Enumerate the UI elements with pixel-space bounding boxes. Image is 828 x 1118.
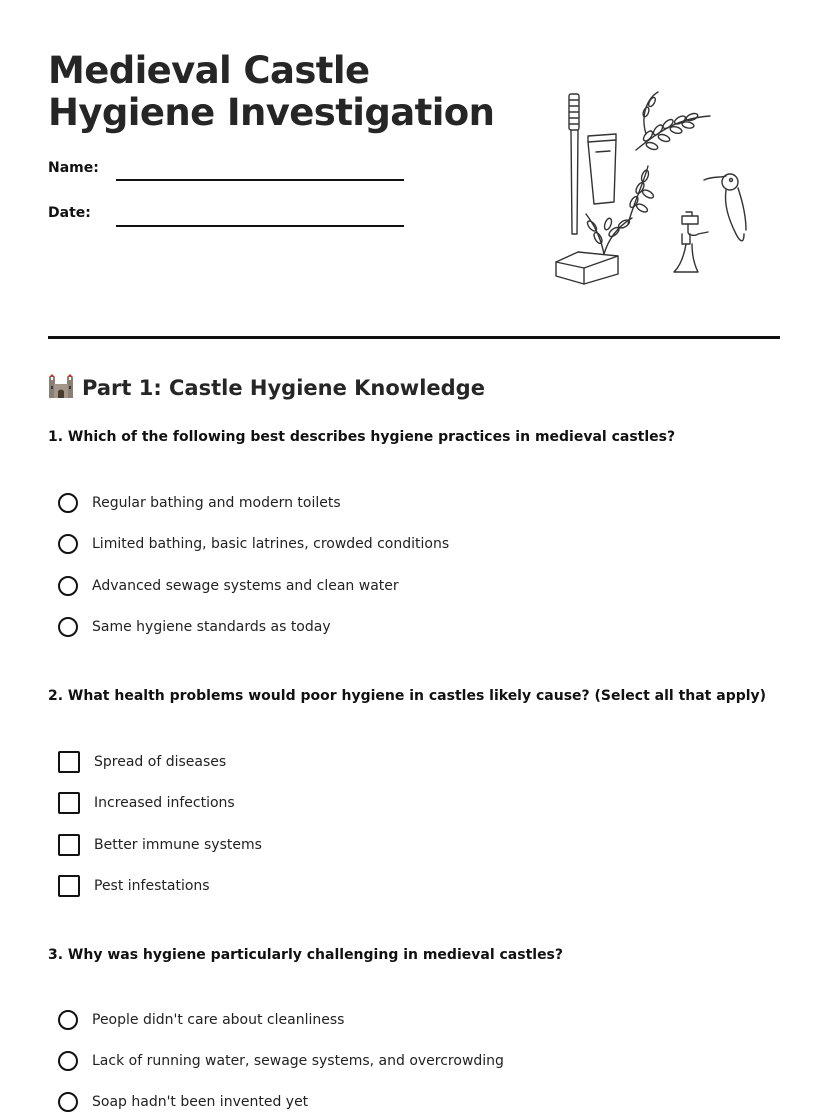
- option-label: Same hygiene standards as today: [92, 619, 331, 635]
- radio-button[interactable]: [58, 493, 78, 513]
- checkbox[interactable]: [58, 792, 80, 814]
- radio-button[interactable]: [58, 576, 78, 596]
- question-2-option-3[interactable]: [58, 833, 262, 857]
- radio-button[interactable]: [58, 1092, 78, 1112]
- option-label: Better immune systems: [94, 837, 262, 853]
- option-label: Pest infestations: [94, 878, 210, 894]
- option-label: Soap hadn't been invented yet: [92, 1094, 309, 1110]
- radio-button[interactable]: [58, 617, 78, 637]
- date-field[interactable]: [116, 225, 404, 227]
- radio-button[interactable]: [58, 1010, 78, 1030]
- section-divider: [48, 336, 780, 339]
- question-2-text: 2. What health problems would poor hygiene in castles likely cause? (Select all that apply): [48, 688, 767, 704]
- question-2-option-4[interactable]: [58, 874, 210, 898]
- toothbrush-icon: [569, 94, 579, 234]
- part-1-heading: [48, 374, 485, 400]
- title-line-2: Hygiene Investigation: [48, 91, 495, 134]
- checkbox[interactable]: [58, 875, 80, 897]
- radio-button[interactable]: [58, 534, 78, 554]
- radio-button[interactable]: [58, 1051, 78, 1071]
- question-1-option-4[interactable]: [58, 615, 331, 639]
- hygiene-illustration-icon: [548, 84, 758, 294]
- question-3-option-1[interactable]: [58, 1008, 344, 1032]
- castle-icon: [48, 374, 74, 398]
- soap-icon: [556, 252, 618, 284]
- question-1-option-1[interactable]: [58, 491, 341, 515]
- toothpaste-icon: [588, 134, 616, 204]
- option-label: Advanced sewage systems and clean water: [92, 578, 399, 594]
- question-1-option-2[interactable]: [58, 532, 449, 556]
- question-3-option-2[interactable]: [58, 1049, 504, 1073]
- question-1-option-3[interactable]: [58, 574, 399, 598]
- title-line-1: Medieval Castle: [48, 49, 370, 92]
- question-3-option-3[interactable]: [58, 1090, 308, 1114]
- question-3-text: 3. Why was hygiene particularly challenging in medieval castles?: [48, 947, 564, 963]
- plant-icon: [586, 92, 710, 254]
- name-field[interactable]: [116, 179, 404, 181]
- option-label: Lack of running water, sewage systems, and overcrowding: [92, 1053, 504, 1069]
- question-2-option-1[interactable]: [58, 750, 226, 774]
- checkbox[interactable]: [58, 751, 80, 773]
- name-label: Name:: [48, 160, 99, 176]
- faucet-icon: [674, 212, 708, 272]
- part-1-heading-text: Part 1: Castle Hygiene Knowledge: [82, 376, 485, 400]
- checkbox[interactable]: [58, 834, 80, 856]
- option-label: People didn't care about cleanliness: [92, 1012, 345, 1028]
- option-label: Spread of diseases: [94, 754, 227, 770]
- question-1-text: 1. Which of the following best describes hygiene practices in medieval castles?: [48, 429, 676, 445]
- option-label: Increased infections: [94, 795, 235, 811]
- option-label: Limited bathing, basic latrines, crowded conditions: [92, 536, 450, 552]
- date-label: Date:: [48, 205, 91, 221]
- option-label: Regular bathing and modern toilets: [92, 495, 341, 511]
- page-title: [48, 50, 494, 134]
- bird-icon: [704, 174, 746, 241]
- question-2-option-2[interactable]: [58, 791, 235, 815]
